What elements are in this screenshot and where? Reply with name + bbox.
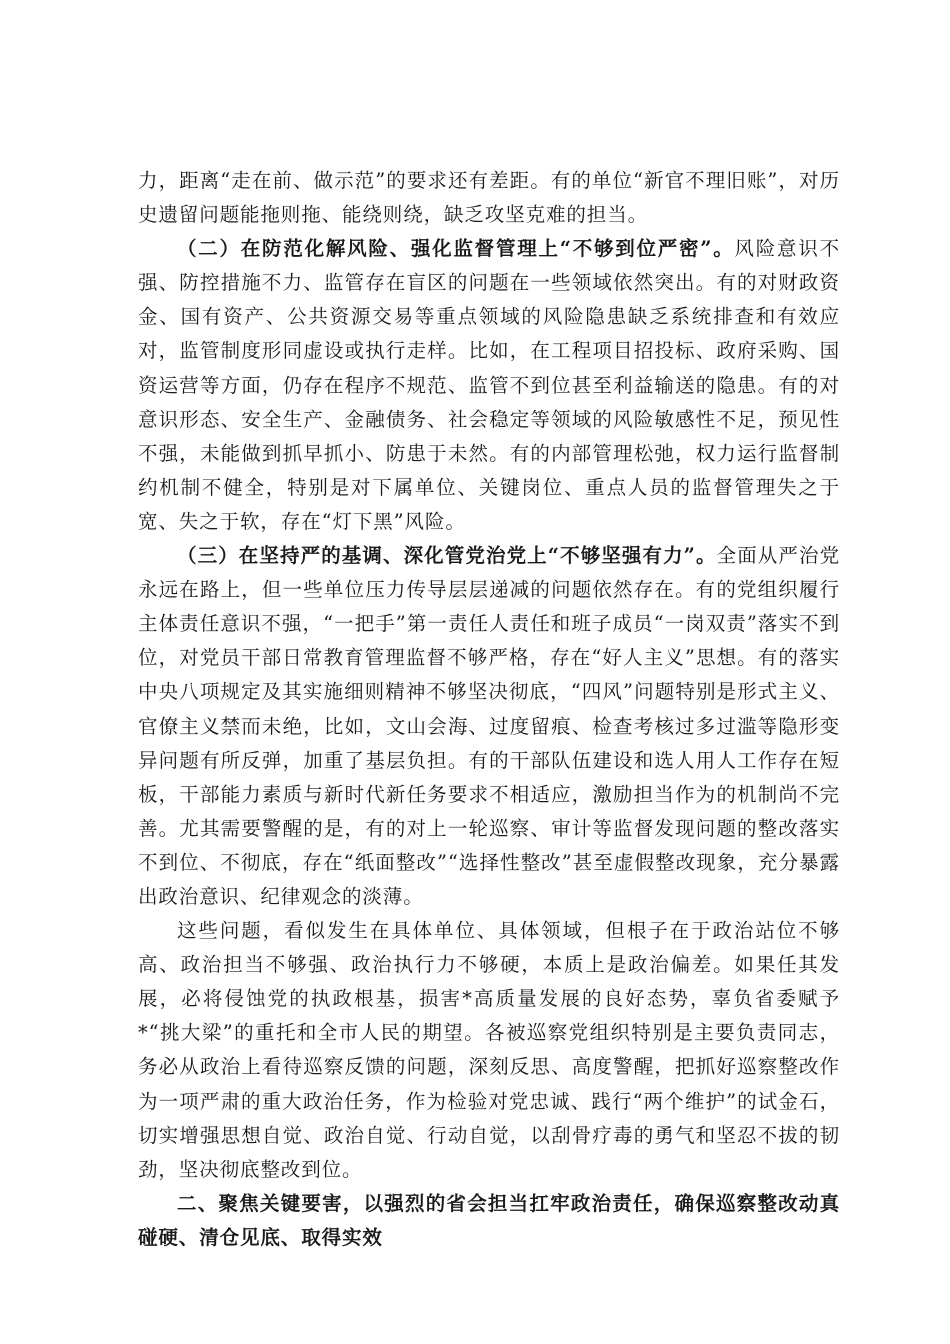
section-paragraph-three <box>138 539 840 914</box>
paragraph-text: 这些问题，看似发生在具体单位、具体领域，但根子在于政治站位不够高、政治担当不够强、政治执行力不够硬，本质上是政治偏差。如果任其发展，必将侵蚀党的执政根基，损害*高质量发展的良好态势，辜负省委赋予*“挑大梁”的重托和全市人民的期望。各被巡察党组织特别是主要负责同志，务必从政治上看待巡察反馈的问题，深刻反思、高度警醒，把抓好巡察整改作为一项严肃的重大政治任务，作为检验对党忠诚、践行“两个维护”的试金石，切实增强思想自觉、政治自觉、行动自觉，以刮骨疗毒的勇气和坚忍不拔的韧劲，坚决彻底整改到位。 <box>138 919 840 1181</box>
paragraph-text: 力，距离“走在前、做示范”的要求还有差距。有的单位“新官不理旧账”，对历史遗留问题能拖则拖、能绕则绕，缺乏攻坚克难的担当。 <box>138 169 840 227</box>
section-heading: （二）在防范化解风险、强化监督管理上“不够到位严密”。 <box>177 237 735 261</box>
summary-paragraph <box>138 914 840 1187</box>
section-paragraph-two <box>138 232 840 539</box>
section-heading: （三）在坚持严的基调、深化管党治党上“不够坚强有力”。 <box>177 544 717 568</box>
chapter-heading <box>138 1187 840 1255</box>
chapter-heading-text: 二、聚焦关键要害，以强烈的省会担当扛牢政治责任，确保巡察整改动真碰硬、清仓见底、取得实效 <box>138 1191 840 1249</box>
paragraph-text: 风险意识不强、防控措施不力、监管存在盲区的问题在一些领域依然突出。有的对财政资金、国有资产、公共资源交易等重点领域的风险隐患缺乏系统排查和有效应对，监管制度形同虚设或执行走样。比如，在工程项目招投标、政府采购、国资运营等方面，仍存在程序不规范、监管不到位甚至利益输送的隐患。有的对意识形态、安全生产、金融债务、社会稳定等领域的风险敏感性不足，预见性不强，未能做到抓早抓小、防患于未然。有的内部管理松弛，权力运行监督制约机制不健全，特别是对下属单位、关键岗位、重点人员的监督管理失之于宽、失之于软，存在“灯下黑”风险。 <box>138 237 840 533</box>
paragraph-text: 全面从严治党永远在路上，但一些单位压力传导层层递减的问题依然存在。有的党组织履行主体责任意识不强，“一把手”第一责任人责任和班子成员“一岗双责”落实不到位，对党员干部日常教育管理监督不够严格，存在“好人主义”思想。有的落实中央八项规定及其实施细则精神不够坚决彻底，“四风”问题特别是形式主义、官僚主义禁而未绝，比如，文山会海、过度留痕、检查考核过多过滥等隐形变异问题有所反弹，加重了基层负担。有的干部队伍建设和选人用人工作存在短板，干部能力素质与新时代新任务要求不相适应，激励担当作为的机制尚不完善。尤其需要警醒的是，有的对上一轮巡察、审计等监督发现问题的整改落实不到位、不彻底，存在“纸面整改”“选择性整改”甚至虚假整改现象，充分暴露出政治意识、纪律观念的淡薄。 <box>138 544 841 908</box>
body-paragraph <box>138 164 840 232</box>
